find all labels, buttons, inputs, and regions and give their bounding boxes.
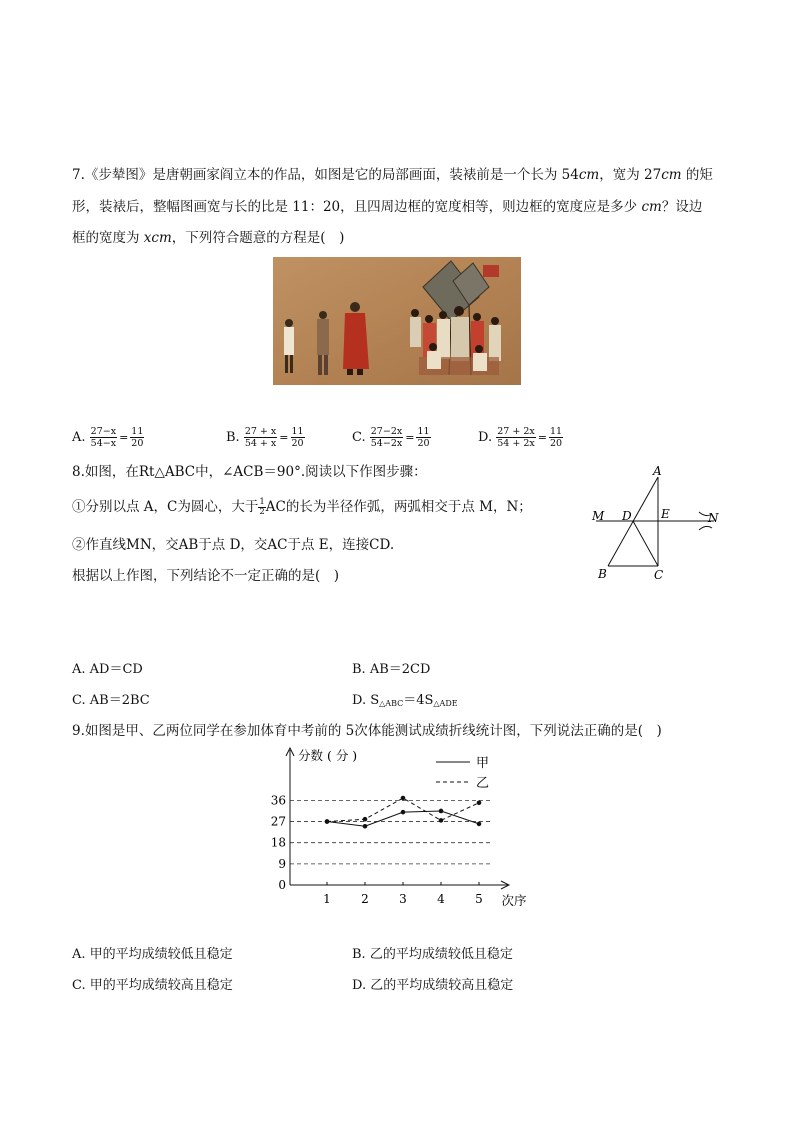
- y-tick-label: 9: [278, 856, 286, 871]
- fraction-left: [90, 426, 117, 449]
- unit-cm: cm: [661, 167, 682, 183]
- q7-text: ，下列符合题意的方程是( ): [171, 230, 345, 246]
- q8-option-d[interactable]: [352, 692, 458, 713]
- fraction-numerator: 1: [259, 497, 265, 507]
- arc-n-lower: [699, 526, 712, 530]
- option-label: B.: [352, 662, 366, 677]
- label-b: B: [598, 567, 607, 581]
- option-label: A.: [72, 947, 86, 962]
- option-label: D.: [478, 430, 493, 445]
- x-tick-label: 4: [437, 892, 445, 906]
- q9-option-d[interactable]: [352, 977, 513, 995]
- x-tick-label: 2: [361, 892, 369, 906]
- q8-option-b[interactable]: [352, 661, 430, 679]
- q7-option-d[interactable]: [478, 426, 563, 449]
- q7-option-c[interactable]: [352, 426, 431, 449]
- fraction-numerator: 27 + x: [244, 426, 277, 437]
- option-label: C.: [72, 978, 86, 993]
- option-label: D.: [352, 978, 367, 993]
- q7-text: 7.《步辇图》是唐朝画家阎立本的作品，如图是它的局部画面，装裱前是一个长为 54: [72, 167, 579, 183]
- q7-text: 的矩: [681, 167, 713, 183]
- q7-line-2: [72, 198, 702, 216]
- label-c: C: [654, 568, 664, 582]
- unit-cm: cm: [151, 230, 172, 246]
- data-point: [325, 819, 330, 824]
- option-text: AB＝2CD: [369, 662, 431, 677]
- equals-sign: =: [279, 430, 289, 444]
- fraction-denominator: 2: [259, 507, 265, 517]
- fraction-left: [244, 426, 277, 449]
- q9-option-c[interactable]: [72, 977, 233, 995]
- subscript: △ABC: [379, 699, 404, 708]
- label-d: D: [622, 509, 632, 523]
- label-e: E: [661, 507, 670, 521]
- q8-line-2: [72, 498, 532, 517]
- q7-option-b[interactable]: [226, 426, 305, 449]
- q9-option-b[interactable]: [352, 946, 513, 964]
- label-a: A: [653, 464, 662, 478]
- y-tick-label: 36: [270, 793, 286, 808]
- q7-text: ？设边: [661, 199, 703, 215]
- data-point: [439, 809, 444, 814]
- option-label: C.: [352, 430, 366, 445]
- painting-image: [273, 257, 521, 385]
- fraction-denominator: 20: [549, 438, 563, 449]
- fraction-denominator: 54 + 2x: [497, 438, 535, 449]
- q9-line-1: 9.如图是甲、乙两位同学在参加体育中考前的 5次体能测试成绩折线统计图，下列说法正确的是( ): [72, 723, 662, 739]
- equals-sign: =: [119, 430, 129, 444]
- data-point: [363, 824, 368, 829]
- q9-option-a[interactable]: [72, 946, 233, 964]
- fraction-denominator: 20: [291, 438, 304, 449]
- label-m: M: [592, 509, 605, 523]
- x-tick-label: 3: [399, 892, 407, 906]
- half-fraction: [258, 498, 265, 517]
- score-line-chart: [268, 742, 538, 914]
- data-point: [401, 810, 406, 815]
- series-line-2: [327, 798, 479, 822]
- q8-option-c[interactable]: [72, 692, 150, 710]
- option-label: A.: [72, 662, 86, 677]
- x-axis-title: 次序: [501, 893, 527, 908]
- fraction-right: [130, 426, 144, 449]
- fraction-denominator: 20: [417, 438, 430, 449]
- legend-label: 乙: [476, 776, 490, 791]
- data-point: [477, 822, 482, 827]
- y-axis-title: 分数 ( 分 ): [298, 748, 358, 763]
- x-tick-label: 1: [323, 892, 331, 906]
- option-label: A.: [72, 430, 86, 445]
- fraction-denominator: 54 + x: [244, 438, 277, 449]
- option-label: B.: [226, 430, 240, 445]
- segment-cd: [633, 521, 658, 566]
- fraction-denominator: 20: [131, 438, 144, 449]
- q8-text: AC的长为半径作弧，两弧相交于点 M，N；: [265, 499, 532, 515]
- fraction-denominator: 54−x: [90, 438, 117, 449]
- fraction-denominator: 54−2x: [370, 438, 403, 449]
- q7-text: ，宽为 27: [599, 167, 662, 183]
- fraction-numerator: 27−2x: [370, 426, 403, 437]
- fraction-numerator: 11: [131, 426, 144, 437]
- equals-sign: =: [537, 430, 547, 444]
- fraction-right: [549, 426, 563, 449]
- option-text: 甲的平均成绩较高且稳定: [89, 978, 233, 993]
- q7-line-3: [72, 229, 344, 247]
- option-text: 乙的平均成绩较高且稳定: [370, 978, 514, 993]
- q7-line-1: [72, 166, 713, 184]
- fraction-right: [291, 426, 305, 449]
- option-label: C.: [72, 693, 86, 708]
- x-tick-label: 5: [475, 892, 483, 906]
- fraction-right: [416, 426, 430, 449]
- option-text: AD＝CD: [89, 662, 143, 677]
- option-text: ＝4S: [403, 693, 434, 708]
- y-tick-label: 0: [278, 878, 286, 892]
- fraction-numerator: 11: [291, 426, 304, 437]
- q8-geometry-figure: [586, 460, 726, 586]
- q8-text: ①分别以点 A，C为圆心，大于: [72, 499, 259, 515]
- fraction-left: [370, 426, 403, 449]
- subscript: △ADE: [433, 699, 458, 708]
- equals-sign: =: [405, 430, 415, 444]
- option-label: D.: [352, 693, 367, 708]
- option-text: AB＝2BC: [89, 693, 150, 708]
- data-point: [363, 817, 368, 822]
- y-tick-label: 18: [270, 835, 286, 850]
- fraction-numerator: 27−x: [90, 426, 117, 437]
- fraction-numerator: 11: [417, 426, 430, 437]
- q8-line-4: 根据以上作图，下列结论不一定正确的是( ): [72, 568, 340, 584]
- q7-option-a[interactable]: [72, 426, 144, 449]
- unit-cm: cm: [641, 199, 662, 215]
- option-text: 甲的平均成绩较低且稳定: [89, 947, 233, 962]
- q8-line-3: ②作直线MN，交AB于点 D，交AC于点 E，连接CD.: [72, 537, 395, 553]
- q7-text: 框的宽度为: [72, 230, 144, 246]
- data-point: [401, 796, 406, 801]
- label-n: N: [708, 511, 719, 525]
- legend-label: 甲: [476, 756, 490, 771]
- option-text: 乙的平均成绩较低且稳定: [369, 947, 513, 962]
- q8-option-a[interactable]: [72, 661, 143, 679]
- fraction-left: [496, 426, 536, 449]
- option-label: B.: [352, 947, 366, 962]
- fraction-numerator: 27 + 2x: [497, 426, 535, 437]
- option-text: S: [370, 693, 380, 708]
- fraction-numerator: 11: [549, 426, 563, 437]
- q7-text: 形，装裱后，整幅图画宽与长的比是 11：20，且四周边框的宽度相等，则边框的宽度应是多少: [72, 199, 642, 215]
- q8-line-1: 8.如图，在Rt△ABC中，∠ACB＝90°.阅读以下作图步骤：: [72, 464, 427, 480]
- y-tick-label: 27: [270, 814, 286, 829]
- var-x: x: [143, 230, 152, 246]
- data-point: [439, 818, 444, 823]
- data-point: [477, 800, 482, 805]
- unit-cm: cm: [578, 167, 600, 183]
